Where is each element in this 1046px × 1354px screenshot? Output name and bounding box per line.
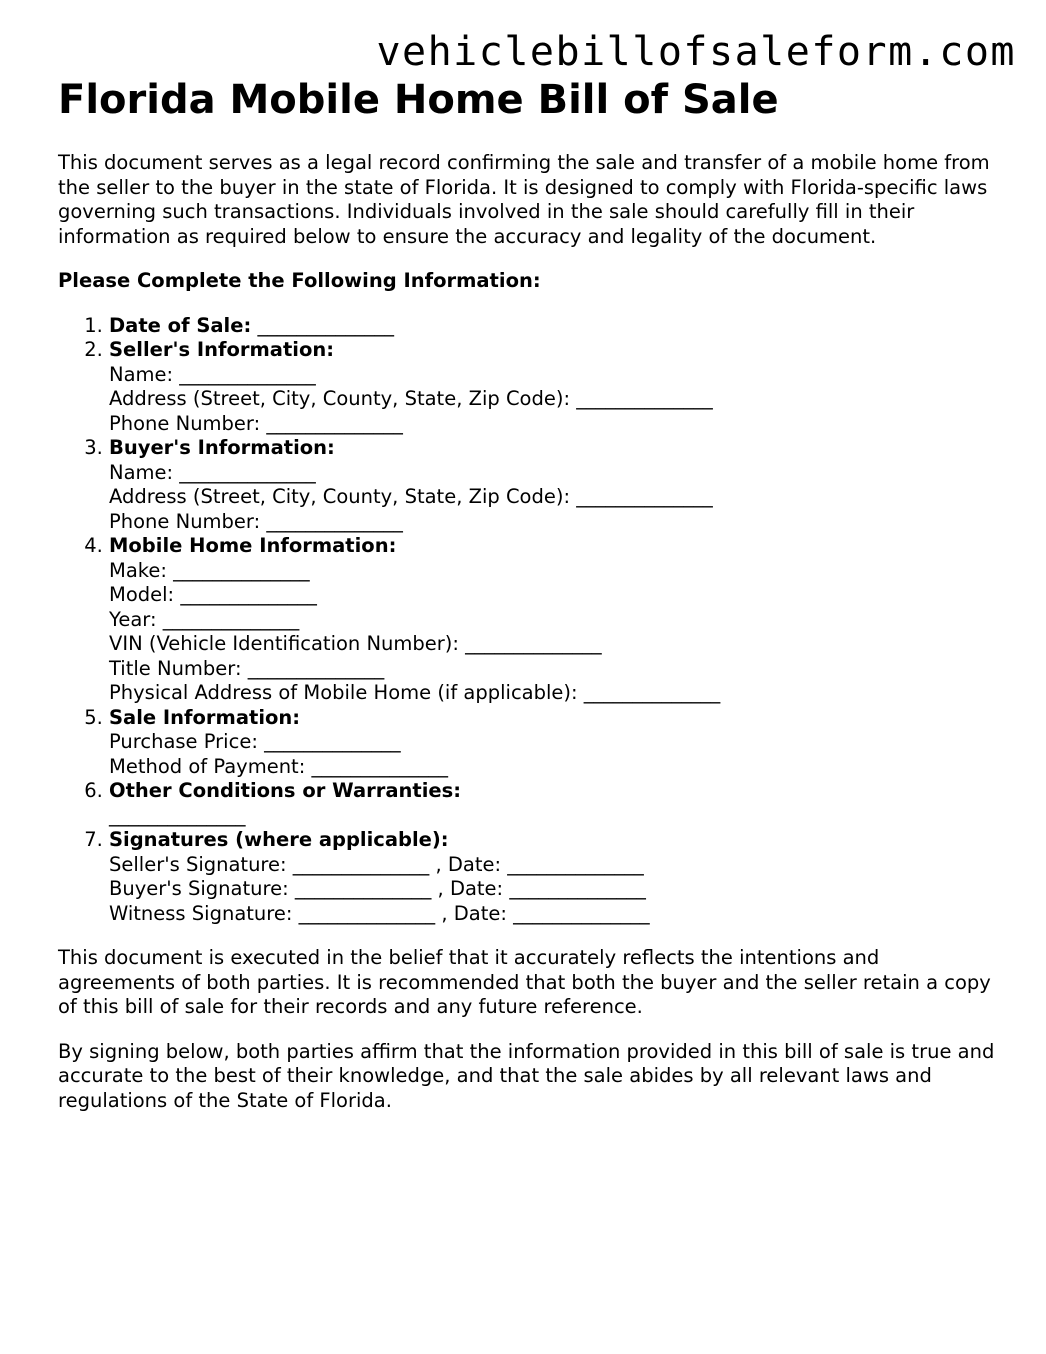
model-line[interactable]: Model: ______________ xyxy=(109,583,317,606)
field-date-of-sale xyxy=(109,314,998,339)
section-label: Buyer's Information: xyxy=(109,436,335,459)
section-label: Other Conditions or Warranties: xyxy=(109,779,462,802)
purchase-price-line[interactable]: Purchase Price: ______________ xyxy=(109,730,401,753)
section-buyer-information xyxy=(109,436,998,534)
section-mobile-home-information xyxy=(109,534,998,706)
make-line[interactable]: Make: ______________ xyxy=(109,558,310,582)
site-watermark: vehiclebillofsaleform.com xyxy=(376,29,1016,75)
title-number-line[interactable]: Title Number: ______________ xyxy=(109,656,385,680)
buyer-name-line[interactable]: Name: ______________ xyxy=(109,460,316,484)
conditions-blank-line[interactable]: ______________ xyxy=(109,803,246,827)
instruction-heading: Please Complete the Following Information: xyxy=(58,269,541,292)
affirmation-paragraph: By signing below, both parties affirm that the information provided in this bill of sale is true and accurate to the best of their knowledge, and that the sale abides by all relevant laws and regulations of the State of Florida. xyxy=(58,1039,995,1112)
section-label: Seller's Information: xyxy=(109,338,335,361)
intro-paragraph: This document serves as a legal record confirming the sale and transfer of a mobile home from the seller to the buyer in the state of Florida. It is designed to comply with Florida-specific laws governing such transactions. Individuals involved in the sale should carefully fill in their information as required below to ensure the accuracy and legality of the document. xyxy=(58,151,990,248)
vin-line[interactable]: VIN (Vehicle Identification Number): ______________ xyxy=(109,632,602,655)
section-other-conditions xyxy=(109,779,998,828)
closing-paragraph: This document is executed in the belief that it accurately reflects the intentions and agreements of both parties. It is recommended that both the buyer and the seller retain a copy of this bill of sale for their records and any future reference. xyxy=(58,946,991,1018)
date-of-sale-blank[interactable]: ______________ xyxy=(257,313,394,337)
seller-name-line[interactable]: Name: ______________ xyxy=(109,362,316,386)
form-fields-list xyxy=(58,314,998,927)
seller-phone-line[interactable]: Phone Number: ______________ xyxy=(109,411,403,435)
page-title: Florida Mobile Home Bill of Sale xyxy=(58,77,779,123)
payment-method-line[interactable]: Method of Payment: ______________ xyxy=(109,754,448,778)
witness-signature-line[interactable]: Witness Signature: ______________ , Date: ______________ xyxy=(109,901,650,925)
buyer-address-line[interactable]: Address (Street, City, County, State, Zip Code): ______________ xyxy=(109,485,713,508)
section-label: Mobile Home Information: xyxy=(109,534,397,557)
year-line[interactable]: Year: ______________ xyxy=(109,607,300,631)
buyer-phone-line[interactable]: Phone Number: ______________ xyxy=(109,509,403,533)
physical-address-line[interactable]: Physical Address of Mobile Home (if applicable): ______________ xyxy=(109,681,721,704)
section-label: Signatures (where applicable): xyxy=(109,828,449,851)
seller-signature-line[interactable]: Seller's Signature: ______________ , Date: ______________ xyxy=(109,852,644,876)
buyer-signature-line[interactable]: Buyer's Signature: ______________ , Date: ______________ xyxy=(109,877,646,900)
section-signatures xyxy=(109,828,998,926)
field-label: Date of Sale: xyxy=(109,313,252,337)
seller-address-line[interactable]: Address (Street, City, County, State, Zip Code): ______________ xyxy=(109,387,713,410)
section-sale-information xyxy=(109,706,998,780)
section-label: Sale Information: xyxy=(109,705,301,729)
section-seller-information xyxy=(109,338,998,436)
document-page xyxy=(58,76,998,1113)
